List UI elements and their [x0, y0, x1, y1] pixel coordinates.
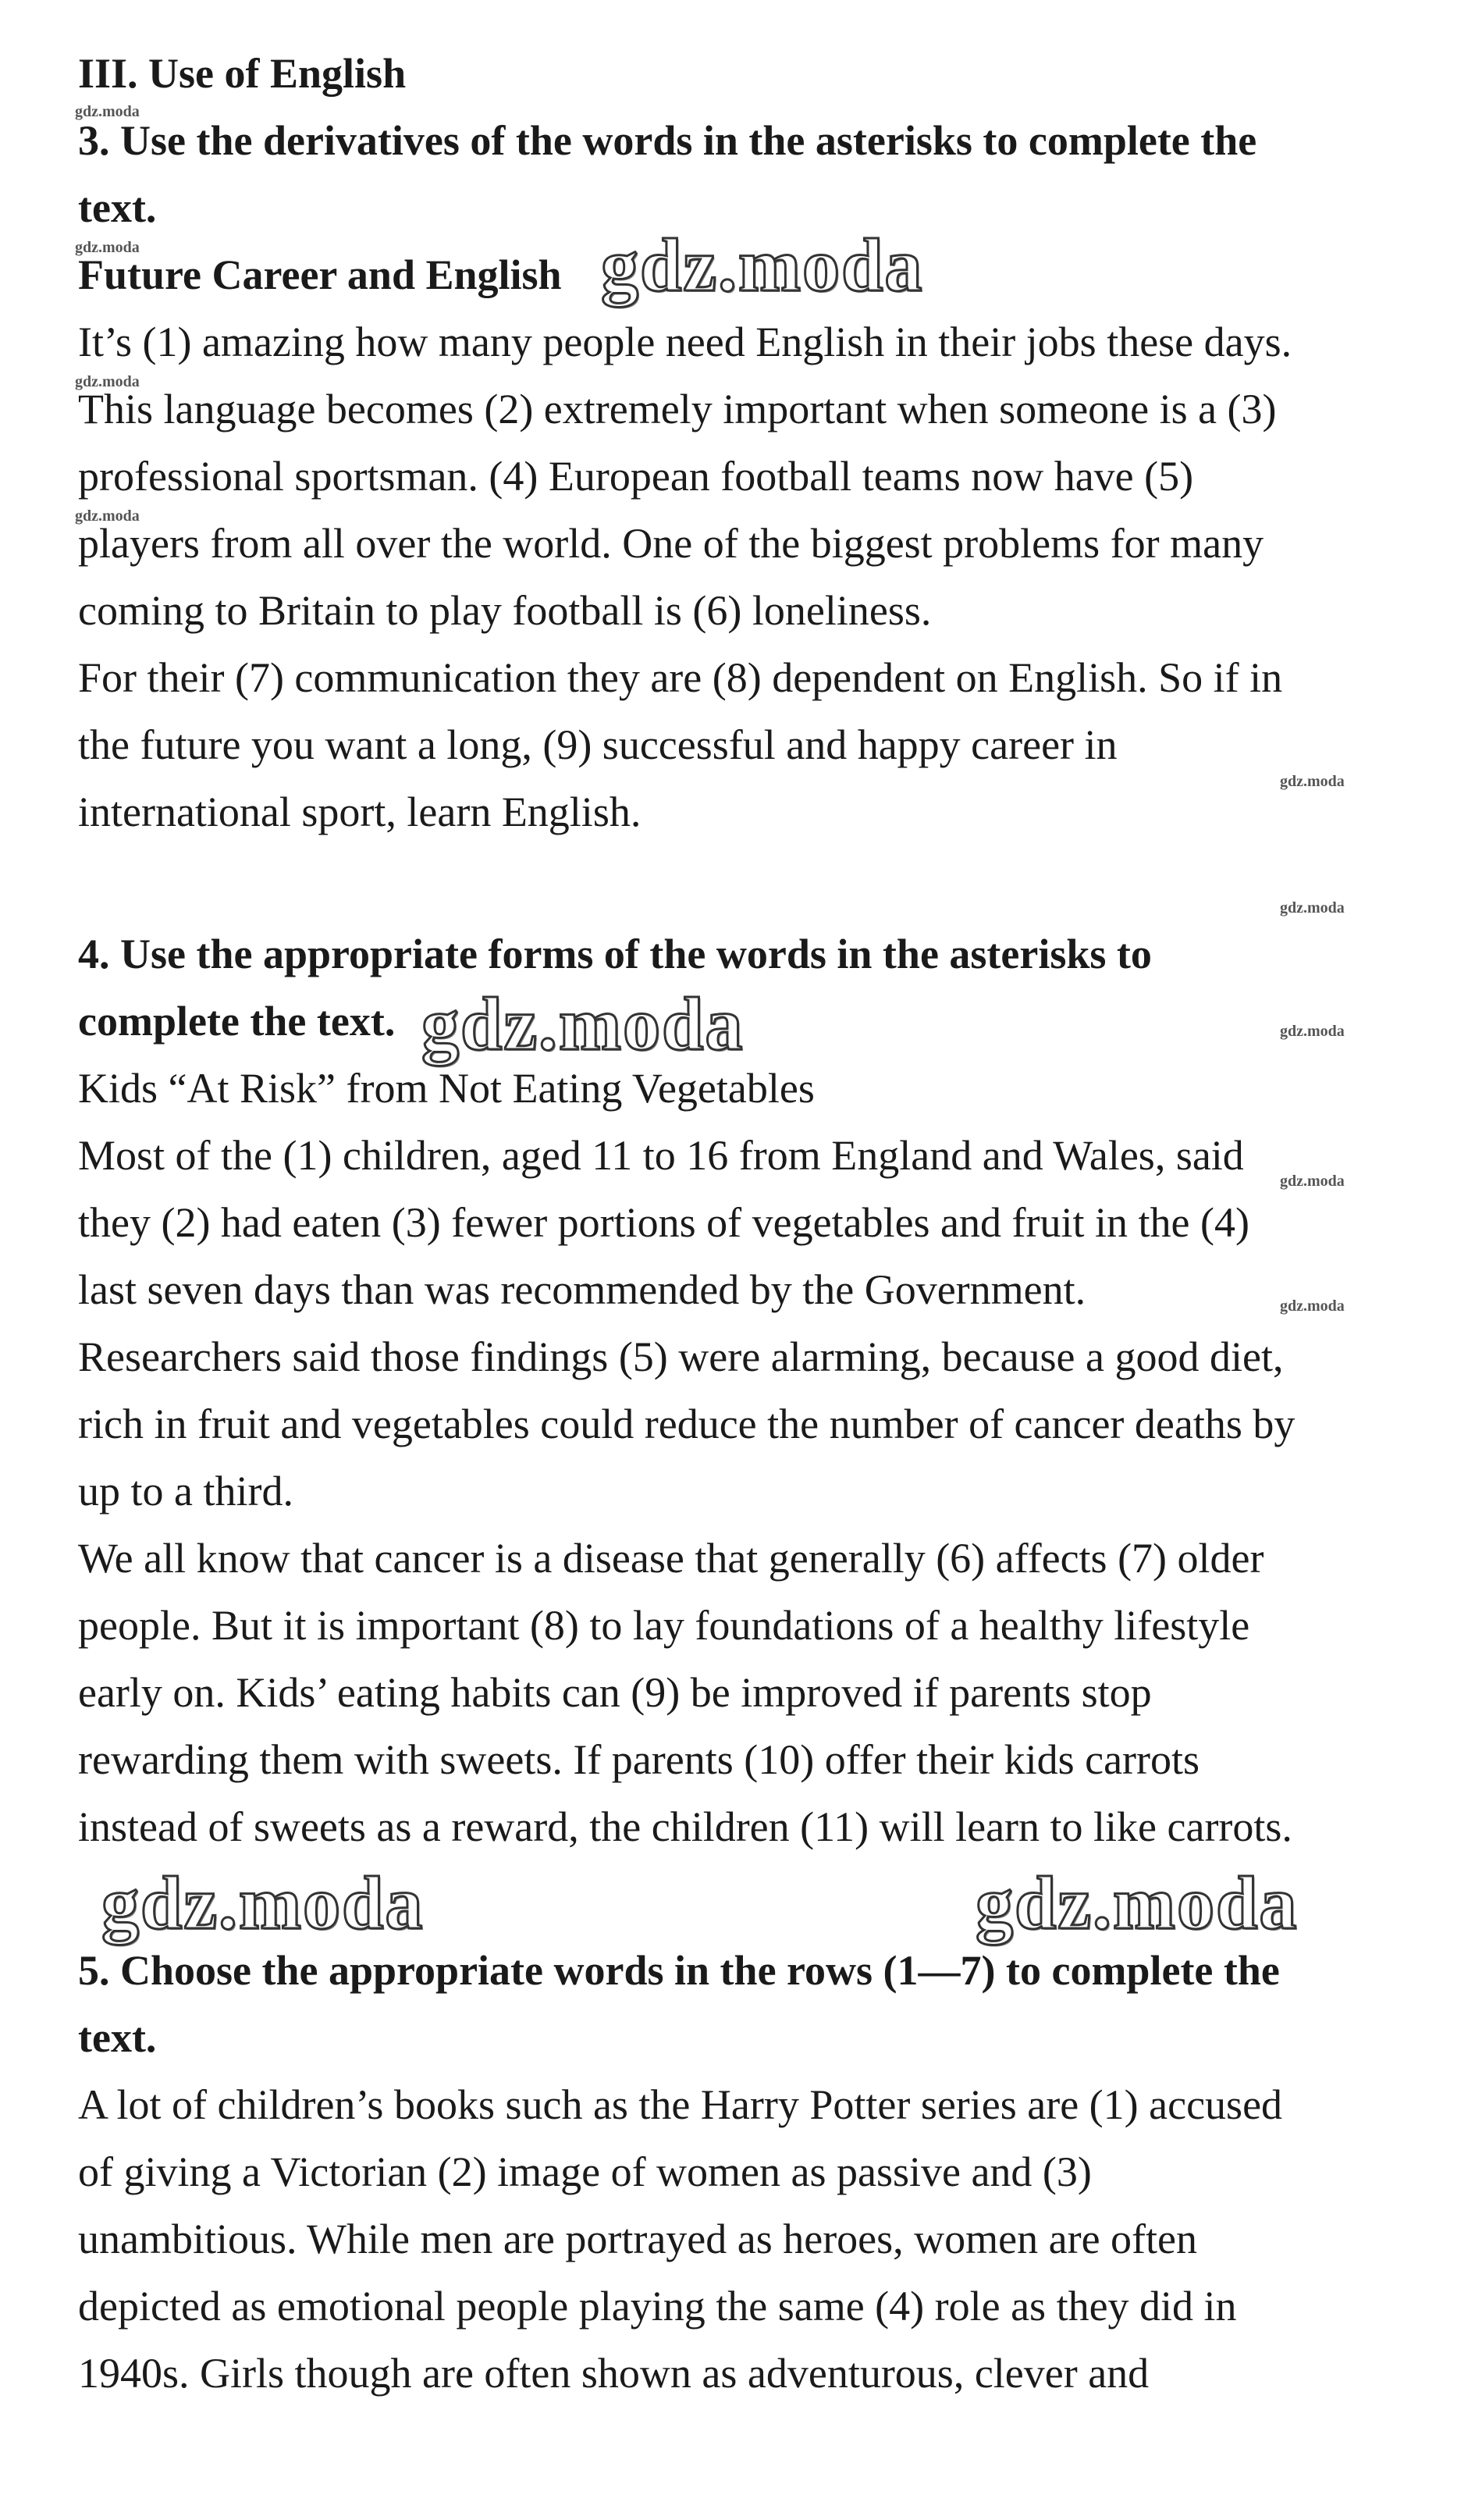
task4-text-line: people. But it is important (8) to lay foundations of a healthy lifestyle — [78, 1602, 1250, 1649]
task3-subtitle: Future Career and English — [78, 251, 562, 298]
task3-text-line: the future you want a long, (9) successful and happy career in — [78, 721, 1118, 768]
task3-heading-line2: text. — [78, 184, 157, 231]
task4-text-line: Most of the (1) children, aged 11 to 16 from England and Wales, said — [78, 1132, 1244, 1179]
watermark-small: gdz.moda — [75, 373, 140, 390]
watermark-small: gdz.moda — [1280, 1173, 1345, 1190]
task3-text-line: coming to Britain to play football is (6) loneliness. — [78, 587, 932, 634]
watermark-small: gdz.moda — [75, 507, 140, 525]
task5-text-line: 1940s. Girls though are often shown as adventurous, clever and — [78, 2350, 1150, 2397]
watermark-small: gdz.moda — [1280, 899, 1345, 917]
watermark-small: gdz.moda — [75, 103, 140, 120]
task4-text-line: last seven days than was recommended by the Government. — [78, 1266, 1086, 1313]
watermark-large: gdz.moda — [601, 223, 924, 307]
task5-text-line: unambitious. While men are portrayed as heroes, women are often — [78, 2216, 1198, 2262]
task5-text-line: of giving a Victorian (2) image of women as passive and (3) — [78, 2148, 1092, 2195]
task3-heading-line1: 3. Use the derivatives of the words in the asterisks to complete the — [78, 117, 1257, 164]
task5-heading-line2: text. — [78, 2014, 157, 2061]
task4-heading-line1: 4. Use the appropriate forms of the words in the asterisks to — [78, 931, 1152, 977]
watermark-small: gdz.moda — [1280, 1297, 1345, 1315]
task5-text-line: A lot of children’s books such as the Harry Potter series are (1) accused — [78, 2081, 1283, 2128]
watermark-large: gdz.moda — [421, 982, 745, 1066]
task4-text-line: rich in fruit and vegetables could reduce the number of cancer deaths by — [78, 1401, 1296, 1447]
watermark-large: gdz.moda — [101, 1861, 425, 1945]
task4-text-line: early on. Kids’ eating habits can (9) be improved if parents stop — [78, 1669, 1152, 1716]
task4-text-line: We all know that cancer is a disease that generally (6) affects (7) older — [78, 1535, 1264, 1582]
watermark-small: gdz.moda — [75, 239, 140, 256]
section-title: III. Use of English — [78, 50, 407, 97]
watermark-small: gdz.moda — [1280, 773, 1345, 790]
task3-text-line: It’s (1) amazing how many people need English in their jobs these days. — [78, 319, 1292, 365]
task3-text-line: This language becomes (2) extremely important when someone is a (3) — [78, 386, 1277, 432]
task3-text-line: professional sportsman. (4) European football teams now have (5) — [78, 453, 1194, 500]
task4-text-line: they (2) had eaten (3) fewer portions of vegetables and fruit in the (4) — [78, 1199, 1249, 1246]
task4-text-line: instead of sweets as a reward, the children (11) will learn to like carrots. — [78, 1803, 1292, 1850]
task3-text-line: players from all over the world. One of the biggest problems for many — [78, 520, 1264, 567]
task5-heading-line1: 5. Choose the appropriate words in the rows (1—7) to complete the — [78, 1947, 1280, 1994]
watermark-small: gdz.moda — [1280, 1023, 1345, 1040]
task3-text-line: international sport, learn English. — [78, 788, 642, 835]
task4-text-line: Researchers said those findings (5) were alarming, because a good diet, — [78, 1333, 1284, 1380]
watermark-large: gdz.moda — [976, 1861, 1299, 1945]
task4-subtitle: Kids “At Risk” from Not Eating Vegetables — [78, 1065, 815, 1112]
task4-text-line: up to a third. — [78, 1468, 293, 1514]
task5-text-line: depicted as emotional people playing the same (4) role as they did in — [78, 2283, 1237, 2330]
task3-text-line: For their (7) communication they are (8) dependent on English. So if in — [78, 654, 1283, 701]
task4-text-line: rewarding them with sweets. If parents (10) offer their kids carrots — [78, 1736, 1200, 1783]
task4-heading-line2: complete the text. — [78, 998, 396, 1045]
